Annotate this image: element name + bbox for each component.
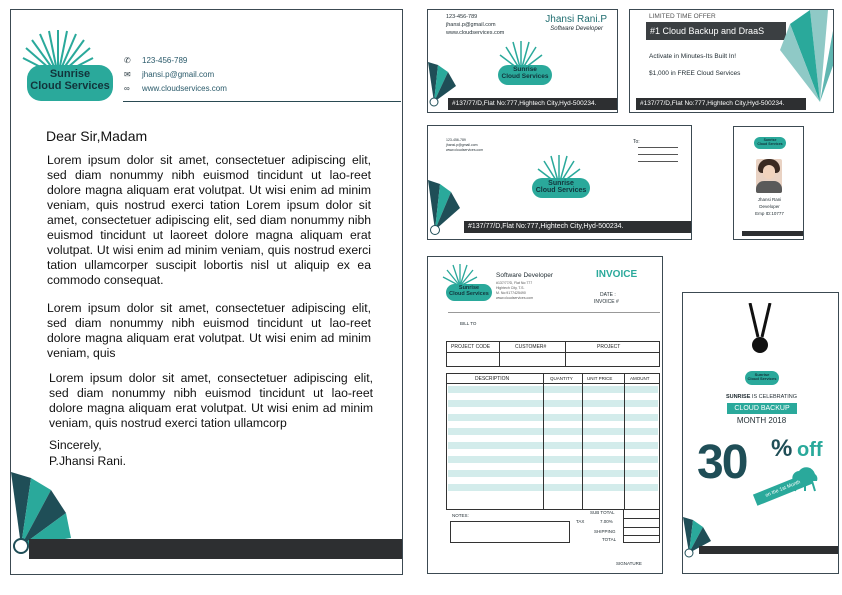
- item-row-stripe: [448, 428, 658, 435]
- offer-line-2: $1,000 in FREE Cloud Services: [649, 70, 741, 77]
- envelope-address-line: [638, 147, 678, 148]
- id-photo-shoulders: [756, 181, 782, 193]
- bill-to-label: BILL TO: [460, 321, 477, 326]
- envelope-brand-badge: Sunrise Cloud Services: [532, 178, 590, 198]
- brand-name-line2: Cloud Services: [30, 79, 110, 92]
- header-rule: [123, 101, 401, 102]
- unit-price-header: UNIT PRICE: [587, 376, 613, 381]
- offer-card: [629, 9, 834, 113]
- project-table-col-divider: [565, 342, 566, 366]
- offer-line-1: Activate in Minutes-Its Built In!: [649, 53, 737, 60]
- letter-paragraph-3: Lorem ipsum dolor sit amet, consectetuer adipiscing elit, sed diam nonummy nibh euismod tincidunt ut lao-reet dolore magna aliquam erat volutpat. Ut wisi enim ad minim veniam, quis nostrud exerci tation ullamcorp: [49, 371, 373, 430]
- items-table-col-divider: [624, 374, 625, 509]
- items-table-header-rule: [447, 383, 659, 384]
- lanyard-medal-icon: [745, 303, 775, 355]
- poster-brand-badge: Sunrise Cloud Services: [745, 371, 779, 385]
- id-emp: Emp ID:10777: [755, 211, 784, 216]
- poster-percent: %: [771, 435, 793, 462]
- tax-rate: 7.00%: [600, 519, 613, 524]
- business-card: [427, 9, 618, 113]
- id-role: Developer: [759, 204, 780, 209]
- item-row-stripe: [448, 484, 658, 491]
- amount-header: AMOUNT: [630, 376, 650, 381]
- card-name: Jhansi Rani.P: [545, 14, 607, 25]
- signature-label: SIGNATURE: [616, 561, 642, 566]
- envelope: [427, 125, 692, 240]
- poster-footer-bar: [699, 546, 839, 554]
- item-row-stripe: [448, 386, 658, 393]
- footer-bar: [29, 539, 403, 559]
- poster-celebrating: SUNRISE IS CELEBRATING: [725, 394, 798, 400]
- brand-name-line1: Sunrise: [49, 68, 91, 80]
- totals-box: [623, 509, 660, 543]
- invoice-date-label: DATE :: [600, 292, 616, 298]
- invoice-number-label: INVOICE #: [594, 299, 619, 305]
- invoice-project-table: [446, 341, 660, 367]
- id-photo-face: [763, 165, 775, 179]
- phone-icon: ✆: [124, 55, 131, 65]
- offer-tag: LIMITED TIME OFFER: [649, 13, 716, 20]
- promo-poster: [682, 292, 839, 574]
- card-web: www.cloudservices.com: [446, 30, 505, 36]
- letter-paragraph-2: Lorem ipsum dolor sit amet, consectetuer adipiscing elit, sed diam nonummy nibh euismod tincidunt ut lao-reet dolore magna aliquam erat volutpat. Ut wisi enim ad minim veniam, quis: [47, 301, 371, 360]
- customer-header: CUSTOMER#: [515, 344, 547, 350]
- item-row-stripe: [448, 456, 658, 463]
- envelope-to-label: To:: [633, 139, 640, 145]
- item-row-stripe: [448, 442, 658, 449]
- items-table-col-divider: [582, 374, 583, 509]
- invoice-sheet: [427, 256, 663, 574]
- item-row-stripe: [448, 400, 658, 407]
- quantity-header: QUANTITY: [550, 376, 573, 381]
- shipping-label: SHIPPING: [594, 529, 616, 534]
- items-table-col-divider: [543, 374, 544, 509]
- web-row: ∞ www.cloudservices.com: [124, 83, 227, 93]
- letterhead-sheet: [10, 9, 403, 575]
- invoice-company-line: www.cloudservices.com: [496, 296, 534, 300]
- id-name: Jhansi Rani: [757, 197, 782, 202]
- card-title: Software Developer: [550, 26, 603, 32]
- invoice-company-title: Software Developer: [496, 272, 554, 279]
- envelope-address-line: [638, 154, 678, 155]
- invoice-company-line: Hightech City, T.S.: [496, 286, 525, 290]
- totals-row-rule: [624, 518, 659, 519]
- invoice-company-line: #137/77/D, Flat No:777: [496, 281, 533, 285]
- item-row-stripe: [448, 470, 658, 477]
- invoice-header-rule: [448, 312, 660, 313]
- poster-discount-number: 30: [697, 436, 747, 489]
- letter-paragraph-1: Lorem ipsum dolor sit amet, consectetuer adipiscing elit, sed diam nonummy nibh euismod tincidunt ut lao-reet dolore magna aliquam erat volutpat. Ut wisi enim ad minim veniam, quis nostrud exerci tation Lorem ipsum dolor sit amet, consectetuer adipiscing elit, sed diam nonummy nibh euismod tincidunt ut laoreet dolore magna aliquam erat volutpat. Ut wisi enim ad minim veniam, quis nostrud exerci tation ullamcorper suscipit lobortis nisl ut aliquip ex ea commodo consequat.: [47, 153, 371, 287]
- id-photo: [756, 159, 782, 193]
- poster-month: MONTH 2018: [736, 416, 787, 425]
- poster-off: off: [797, 439, 823, 461]
- invoice-company-line: M. No:9177425490: [496, 291, 526, 295]
- envelope-address-line: [638, 161, 678, 162]
- totals-row-rule: [624, 527, 659, 528]
- tax-label: TAX: [576, 519, 585, 524]
- envelope-email: jhansi.p@gmail.com: [446, 143, 478, 147]
- poster-banner: CLOUD BACKUP: [727, 403, 797, 414]
- card-brand-badge: Sunrise Cloud Services: [498, 65, 552, 85]
- offer-fan-icon: [780, 10, 834, 110]
- phone-row: ✆ 123-456-789: [124, 55, 188, 65]
- invoice-brand-badge: Sunrise Cloud Services: [446, 284, 492, 301]
- project-header: PROJECT: [597, 344, 621, 350]
- card-email: jhansi.p@gmail.com: [446, 22, 496, 28]
- project-code-header: PROJECT CODE: [451, 344, 491, 350]
- subtotal-label: SUB TOTAL: [590, 510, 615, 515]
- letter-signature: P.Jhansi Rani.: [49, 454, 127, 468]
- corner-fan-icon: [428, 178, 462, 240]
- item-row-stripe: [448, 414, 658, 421]
- id-card: [733, 126, 804, 240]
- id-footer-bar: [742, 231, 804, 236]
- envelope-web: www.cloudservices.com: [446, 148, 484, 152]
- envelope-phone: 123-456-789: [446, 138, 466, 142]
- notes-label: NOTES:: [452, 513, 469, 518]
- total-label: TOTAL: [602, 537, 617, 542]
- envelope-address-bar: #137/77/D,Flat No:777,Hightech City,Hyd-500234.: [464, 221, 692, 233]
- id-brand-badge: Sunrise Cloud Services: [754, 137, 786, 149]
- card-address-bar: #137/77/D,Flat No:777,Hightech City,Hyd-500234.: [448, 98, 618, 110]
- invoice-items-table: [446, 373, 660, 510]
- email-row: ✉ jhansi.p@gmail.com: [124, 69, 215, 79]
- corner-fan-icon: [683, 515, 713, 563]
- poster-ribbon: on the 1st Month: [753, 472, 813, 506]
- mail-icon: ✉: [124, 69, 131, 79]
- letter-greeting: Dear Sir,Madam: [46, 128, 148, 144]
- project-table-header-rule: [447, 352, 659, 353]
- link-icon: ∞: [124, 83, 130, 93]
- totals-row-rule: [624, 535, 659, 536]
- offer-headline: #1 Cloud Backup and DraaS: [646, 22, 786, 40]
- card-phone: 123-456-789: [446, 14, 478, 20]
- description-header: DESCRIPTION: [475, 376, 510, 382]
- letter-closing: Sincerely,: [49, 438, 102, 452]
- brand-logo-badge: [27, 65, 113, 101]
- project-table-col-divider: [499, 342, 500, 366]
- notes-box: [450, 521, 570, 543]
- invoice-heading: INVOICE: [596, 269, 638, 280]
- offer-address-bar: #137/77/D,Flat No:777,Hightech City,Hyd-500234.: [636, 98, 806, 110]
